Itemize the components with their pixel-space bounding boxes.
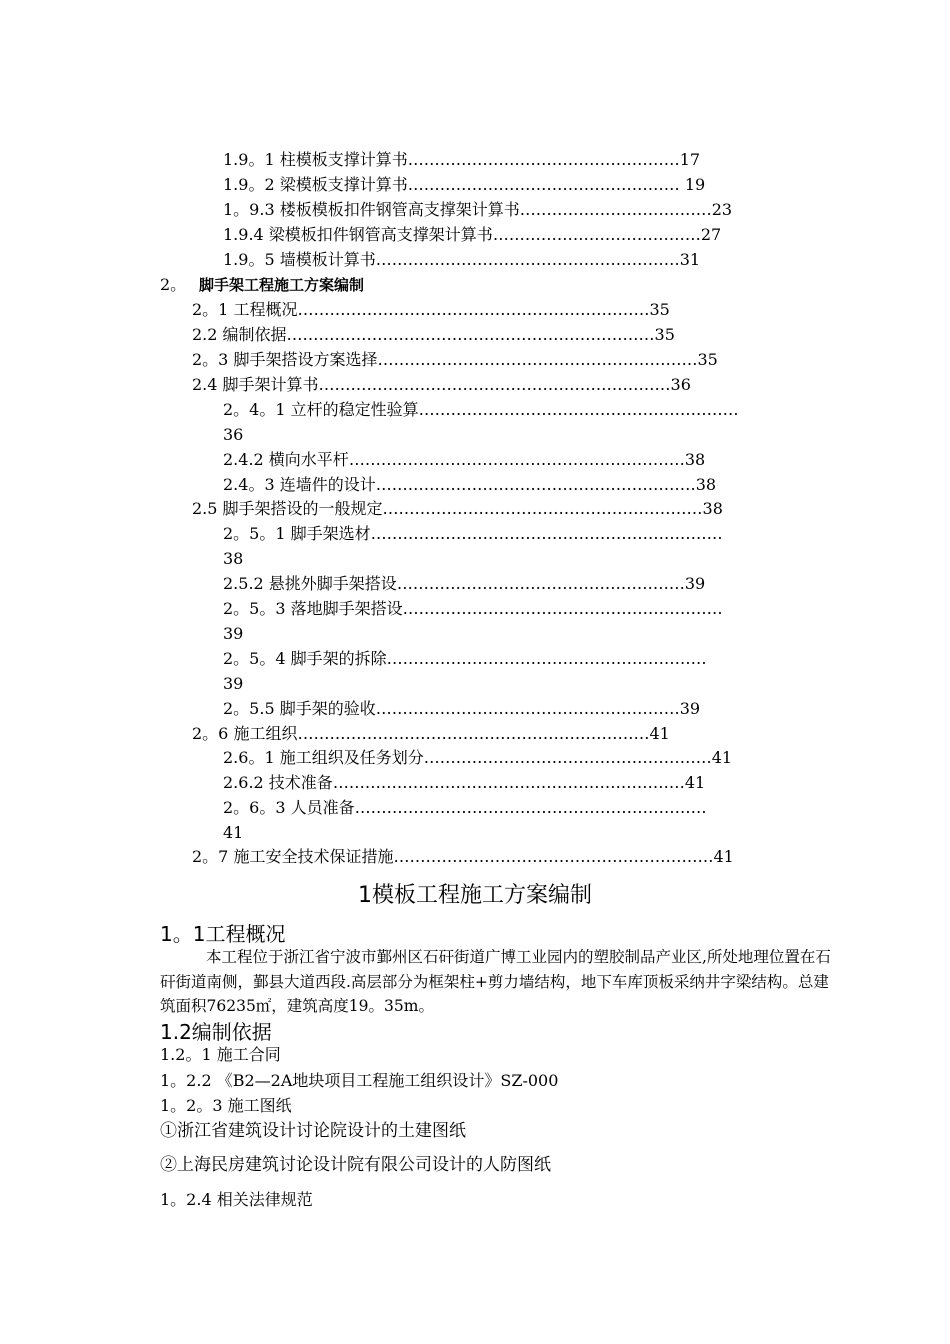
toc-entry[interactable]: 2。4。1 立杆的稳定性验算…………………………………………………… [223,400,739,419]
toc-entry[interactable]: 2.4 脚手架计算书…………………………………………………………36 [192,375,691,394]
toc-entry[interactable]: 1.9。2 梁模板支撑计算书…………………………………………… 19 [223,175,706,194]
toc-page-number: 38 [702,499,723,518]
toc-entry[interactable]: 2。5。3 落地脚手架搭设…………………………………………………… [223,599,723,618]
toc-entry[interactable]: 2。1 工程概况…………………………………………………………35 [192,300,670,319]
toc-entry[interactable]: 2.5.2 悬挑外脚手架搭设………………………………………………39 [223,574,706,593]
toc-entry[interactable]: 2。5.5 脚手架的验收…………………………………………………39 [223,699,701,718]
toc-page-number: 41 [711,748,733,767]
toc-page-number: 36 [223,425,244,444]
toc-page-number: 17 [679,150,701,169]
toc-entry[interactable]: 1。9.3 楼板模板扣件钢管高支撑架计算书………………………………23 [223,200,733,219]
toc-entry[interactable]: 1.9.4 梁模板扣件钢管高支撑架计算书…………………………………27 [223,225,722,244]
toc-chapter-2-title[interactable]: 脚手架工程施工方案编制 [199,276,365,294]
toc-page-number: 31 [679,250,701,269]
toc-entry[interactable]: 2.2 编制依据……………………………………………………………35 [192,325,675,344]
chapter-title: 1模板工程施工方案编制 [358,883,592,908]
list-item: 1。2。3 施工图纸 [160,1096,292,1115]
toc-entry[interactable]: 2。6。3 人员准备………………………………………………………… [223,798,707,817]
toc-page-number: 41 [649,724,670,743]
toc-entry[interactable]: 2。7 施工安全技术保证措施……………………………………………………41 [192,847,734,866]
toc-page-number: 35 [649,300,670,319]
toc-entry[interactable]: 2。5。4 脚手架的拆除…………………………………………………… [223,649,707,668]
toc-chapter-2[interactable]: 2。 [160,275,187,294]
toc-page-number: 27 [700,225,722,244]
list-item: ②上海民房建筑讨论设计院有限公司设计的人防图纸 [160,1155,551,1175]
toc-entry[interactable]: 2。5。1 脚手架选材………………………………………………………… [223,524,723,543]
toc-page-number: 35 [697,350,718,369]
toc-page-number: 36 [670,375,691,394]
toc-entry[interactable]: 2.6.2 技术准备…………………………………………………………41 [223,773,706,792]
toc-entry[interactable]: 1.9。5 墙模板计算书…………………………………………………31 [223,250,701,269]
toc-page-number: 39 [679,699,701,718]
section-title-1-1: 1。1工程概况 [160,922,286,946]
toc-page-number: 23 [711,200,733,219]
toc-entry[interactable]: 2.4。3 连墙件的设计……………………………………………………38 [223,475,717,494]
toc-entry[interactable]: 2.5 脚手架搭设的一般规定……………………………………………………38 [192,499,723,518]
list-item: 1。2.2 《B2—2A地块项目工程施工组织设计》SZ-000 [160,1071,559,1090]
toc-entry[interactable]: 2。3 脚手架搭设方案选择……………………………………………………35 [192,350,718,369]
toc-page-number: 41 [713,847,734,866]
toc-page-number: 39 [223,674,244,693]
toc-entry[interactable]: 1.9。1 柱模板支撑计算书……………………………………………17 [223,150,701,169]
toc-page-number: 39 [684,574,706,593]
section-title-1-2: 1.2编制依据 [160,1020,272,1044]
toc-page-number: 38 [223,549,244,568]
toc-page-number: 19 [684,175,706,194]
list-item: 1.2。1 施工合同 [160,1045,281,1064]
list-item: ①浙江省建筑设计讨论院设计的土建图纸 [160,1121,466,1141]
toc-page-number: 35 [654,325,675,344]
toc-page-number: 41 [684,773,706,792]
toc-page-number: 38 [695,475,717,494]
toc-entry[interactable]: 2。6 施工组织…………………………………………………………41 [192,724,670,743]
list-item: 1。2.4 相关法律规范 [160,1190,313,1209]
toc-page-number: 41 [223,823,244,842]
toc-entry[interactable]: 2.4.2 横向水平杆………………………………………………………38 [223,450,706,469]
toc-page-number: 39 [223,624,244,643]
section-1-1-body: 本工程位于浙江省宁波市鄞州区石矸街道广博工业园内的塑胶制品产业区,所处地理位置在石矸街道南侧，鄞县大道西段.高层部分为框架柱+剪力墙结构，地下车库顶板采纳井字梁结构。总建筑面积76235㎡，建筑高度19。35m。 [160,948,831,1015]
toc-page-number: 38 [684,450,706,469]
toc-entry[interactable]: 2.6。1 施工组织及任务划分………………………………………………41 [223,748,733,767]
